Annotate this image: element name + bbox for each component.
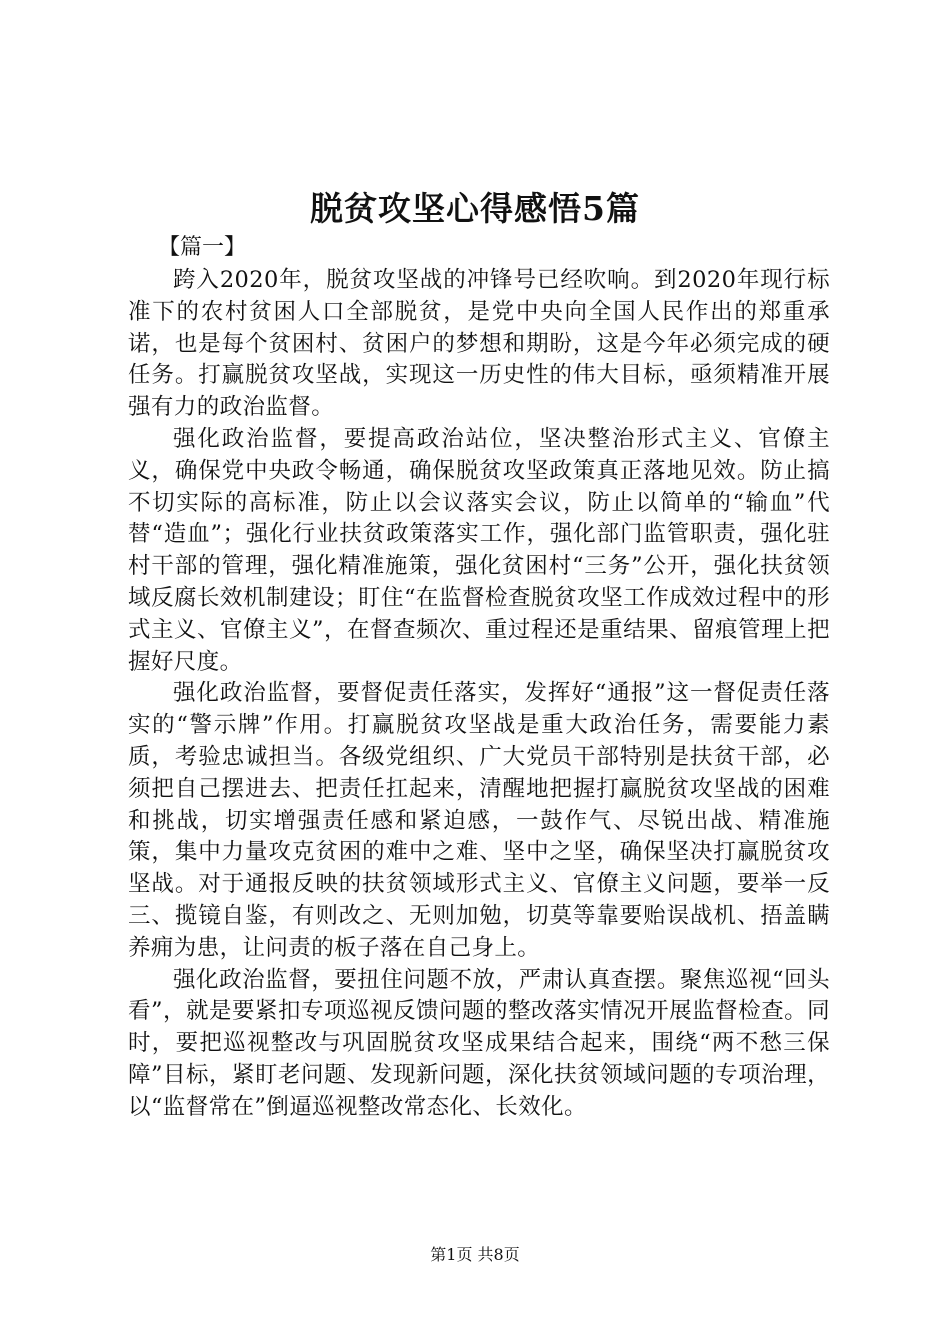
page-footer: 第1页 共8页 xyxy=(430,1245,520,1264)
paragraph: 跨入2020年，脱贫攻坚战的冲锋号已经吹响。到2020年现行标准下的农村贫困人口全部脱贫，是党中央向全国人民作出的郑重承诺，也是每个贫困村、贫困户的梦想和期盼，这是今年必须完成的硬任务。打赢脱贫攻坚战，实现这一历史性的伟大目标，亟须精准开展强有力的政治监督。 xyxy=(128,267,830,421)
paragraph: 强化政治监督，要提高政治站位，坚决整治形式主义、官僚主义，确保党中央政令畅通，确保脱贫攻坚政策真正落地见效。防止搞不切实际的高标准，防止以会议落实会议，防止以简单的“输血”代替“造血”；强化行业扶贫政策落实工作，强化部门监管职责，强化驻村干部的管理，强化精准施策，强化贫困村“三务”公开，强化扶贫领域反腐长效机制建设；盯住“在监督检查脱贫攻坚工作成效过程中的形式主义、官僚主义”，在督查频次、重过程还是重结果、留痕管理上把握好尺度。 xyxy=(128,425,830,675)
section-label: 【篇一】 xyxy=(158,235,247,260)
paragraph: 强化政治监督，要扭住问题不放，严肃认真查摆。聚焦巡视“回头看”，就是要紧扣专项巡视反馈问题的整改落实情况开展监督检查。同时，要把巡视整改与巩固脱贫攻坚成果结合起来，围绕“两不愁三保障”目标，紧盯老问题、发现新问题，深化扶贫领域问题的专项治理，以“监督常在”倒逼巡视整改常态化、长效化。 xyxy=(128,966,830,1120)
document-title: 脱贫攻坚心得感悟5篇 xyxy=(310,189,640,228)
paragraph: 强化政治监督，要督促责任落实，发挥好“通报”这一督促责任落实的“警示牌”作用。打赢脱贫攻坚战是重大政治任务，需要能力素质，考验忠诚担当。各级党组织、广大党员干部特别是扶贫干部，必须把自己摆进去、把责任扛起来，清醒地把握打赢脱贫攻坚战的困难和挑战，切实增强责任感和紧迫感，一鼓作气、尽锐出战、精准施策，集中力量攻克贫困的难中之难、坚中之坚，确保坚决打赢脱贫攻坚战。对于通报反映的扶贫领域形式主义、官僚主义问题，要举一反三、揽镜自鉴，有则改之、无则加勉，切莫等靠要贻误战机、捂盖瞒养痈为患，让问责的板子落在自己身上。 xyxy=(128,680,830,961)
document-body xyxy=(128,265,830,1124)
